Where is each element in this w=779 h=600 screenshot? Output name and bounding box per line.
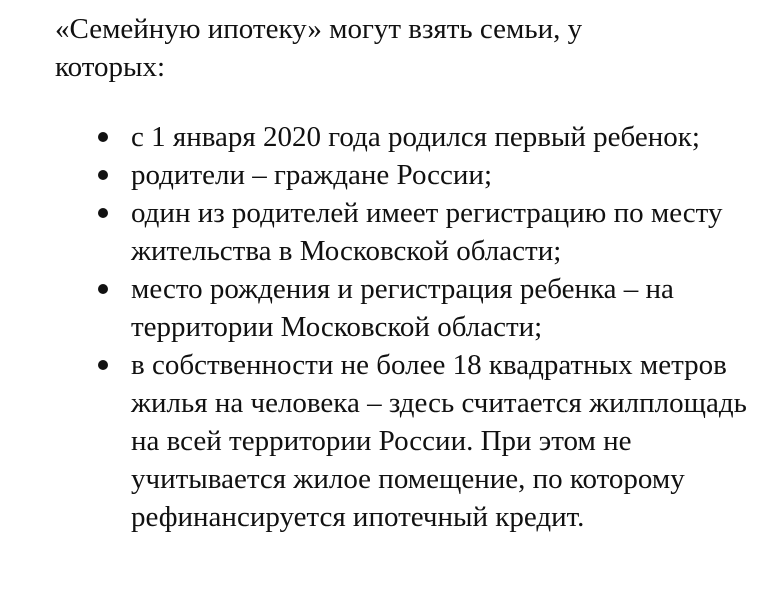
list-item — [55, 156, 755, 194]
list-item — [55, 118, 755, 156]
bullet-icon — [98, 360, 108, 370]
bullet-icon — [98, 170, 108, 180]
list-item-text: в собственности не более 18 квадратных метров жилья на человека – здесь считается жилплощадь на всей территории России. При этом не учитывается жилое помещение, по которому рефинансируется ипотечный кредит. — [131, 349, 747, 533]
bullet-icon — [98, 132, 108, 142]
conditions-list — [55, 118, 755, 536]
bullet-icon — [98, 284, 108, 294]
list-item — [55, 346, 755, 536]
list-item-text: с 1 января 2020 года родился первый ребенок; — [131, 121, 700, 153]
list-item — [55, 270, 755, 346]
bullet-icon — [98, 208, 108, 218]
intro-paragraph: «Семейную ипотеку» могут взять семьи, у которых: — [55, 13, 583, 83]
document-body — [55, 10, 755, 533]
list-item-text: место рождения и регистрация ребенка – на территории Московской области; — [131, 273, 674, 343]
list-item-text: родители – граждане России; — [131, 159, 493, 191]
list-item-text: один из родителей имеет регистрацию по месту жительства в Московской области; — [131, 197, 723, 267]
list-item — [55, 194, 755, 270]
